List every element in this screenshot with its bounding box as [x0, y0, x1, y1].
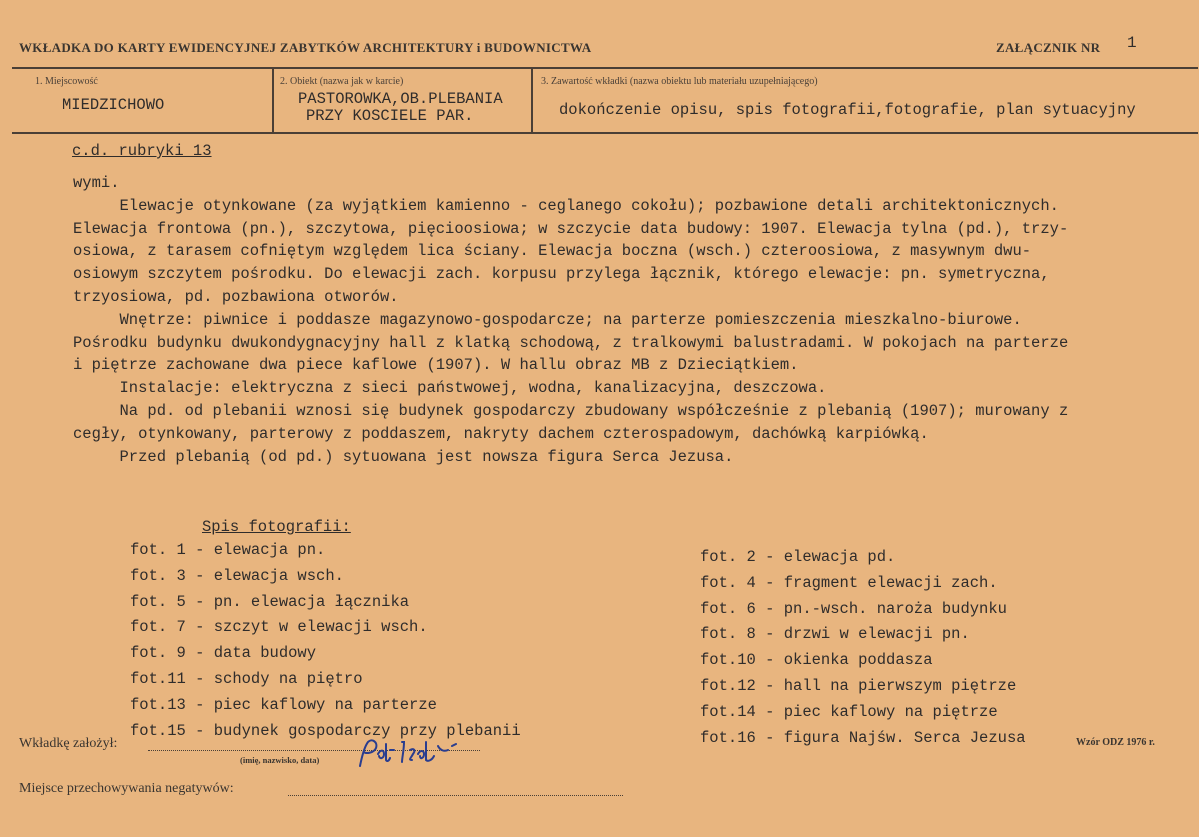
photo-item: fot.15 - budynek gospodarczy przy plebanii: [130, 721, 521, 740]
description-body: [73, 172, 1193, 468]
photo-list-right: [700, 545, 1026, 751]
header-bottom-rule: [12, 132, 1198, 134]
photo-item: fot. 2 - elewacja pd.: [700, 548, 896, 566]
photo-item: fot. 3 - elewacja wsch.: [130, 566, 344, 585]
body-line: Przed plebanią (od pd.) sytuowana jest nowsza figura Serca Jezusa.: [73, 447, 734, 466]
photo-list-heading: Spis fotografii:: [202, 518, 351, 536]
photo-item: fot.14 - piec kaflowy na piętrze: [700, 702, 998, 721]
column-divider-2: [531, 67, 533, 133]
body-line: Elewacje otynkowane (za wyjątkiem kamienno - ceglanego cokołu); pozbawione detali architektonicznych.: [73, 196, 1059, 215]
photo-item: fot. 7 - szczyt w elewacji wsch.: [130, 618, 428, 637]
body-line: osiowym szczytem pośrodku. Do elewacji zach. korpusu przylega łącznik, którego elewacje: pn. symetryczna,: [73, 265, 1050, 284]
form-model: Wzór ODZ 1976 r.: [1076, 737, 1155, 748]
body-line: Wnętrze: piwnice i poddasze magazynowo-gospodarcze; na parterze pomieszczenia mieszkalno-biurowe.: [73, 310, 1022, 329]
body-line: Elewacja frontowa (pn.), szczytowa, pięcioosiowa; w szczycie data budowy: 1907. Elewacja tylna (pd.), trzy-: [73, 219, 1069, 238]
form-title: WKŁADKA DO KARTY EWIDENCYJNEJ ZABYTKÓW ARCHITEKTURY i BUDOWNICTWA: [19, 40, 592, 55]
photo-item: fot.12 - hall na pierwszym piętrze: [700, 676, 1017, 695]
photo-item: fot.11 - schody na piętro: [130, 669, 363, 688]
photo-item: fot. 1 - elewacja pn.: [130, 541, 326, 559]
object-value-line2: PRZY KOSCIELE PAR.: [306, 107, 474, 125]
contents-label: 3. Zawartość wkładki (nazwa obiektu lub materiału uzupełniającego): [541, 76, 818, 87]
locality-value: MIEDZICHOWO: [62, 96, 165, 114]
photo-item: fot. 6 - pn.-wsch. naroża budynku: [700, 599, 1007, 618]
signature: [356, 736, 486, 777]
contents-value: dokończenie opisu, spis fotografii,fotografie, plan sytuacyjny: [559, 101, 1136, 119]
body-line: Na pd. od plebanii wznosi się budynek gospodarczy zbudowany współcześnie z plebanią (1907); murowany z: [73, 401, 1069, 420]
photo-item: fot.16 - figura Najśw. Serca Jezusa: [700, 728, 1026, 747]
column-divider-1: [272, 67, 274, 133]
body-line: Pośrodku budynku dwukondygnacyjny hall z klatką schodową, z tralkowymi balustradami. W pokojach na parterze: [73, 333, 1069, 352]
founder-label: Wkładkę założył:: [19, 736, 118, 751]
storage-label: Miejsce przechowywania negatywów:: [19, 781, 234, 796]
object-value-line1: PASTOROWKA,OB.PLEBANIA: [298, 90, 503, 108]
continuation-heading: c.d. rubryki 13: [72, 142, 212, 160]
body-line: i piętrze zachowane dwa piece kaflowe (1907). W hallu obraz MB z Dzieciątkiem.: [73, 356, 799, 375]
body-line: Instalacje: elektryczna z sieci państwowej, wodna, kanalizacyjna, deszczowa.: [73, 379, 827, 398]
founder-sub-label: (imię, nazwisko, data): [240, 755, 320, 765]
photo-item: fot.13 - piec kaflowy na parterze: [130, 695, 437, 714]
photo-item: fot. 9 - data budowy: [130, 644, 317, 663]
body-line: wymi.: [73, 174, 120, 192]
header-top-rule: [12, 67, 1198, 69]
photo-item: fot. 5 - pn. elewacja łącznika: [130, 592, 410, 611]
attachment-label: ZAŁĄCZNIK NR: [996, 40, 1101, 55]
locality-label: 1. Miejscowość: [35, 76, 98, 87]
photo-item: fot. 4 - fragment elewacji zach.: [700, 573, 998, 592]
body-line: trzyosiowa, pd. pozbawiona otworów.: [73, 287, 399, 306]
photo-item: fot. 8 - drzwi w elewacji pn.: [700, 625, 970, 644]
signature-drawing: [356, 736, 486, 772]
body-line: cegły, otynkowany, parterowy z poddaszem, nakryty dachem czterospadowym, dachówką karpiówką.: [73, 424, 929, 443]
storage-dotted-line: [288, 795, 623, 796]
body-line: osiowa, z tarasem cofniętym względem lica ściany. Elewacja boczna (wsch.) czteroosiowa, z masywnym dwu-: [73, 242, 1032, 261]
photo-item: fot.10 - okienka poddasza: [700, 651, 933, 670]
object-label: 2. Obiekt (nazwa jak w karcie): [280, 76, 404, 87]
attachment-number: 1: [1127, 34, 1137, 52]
photo-list-left: [130, 538, 521, 744]
